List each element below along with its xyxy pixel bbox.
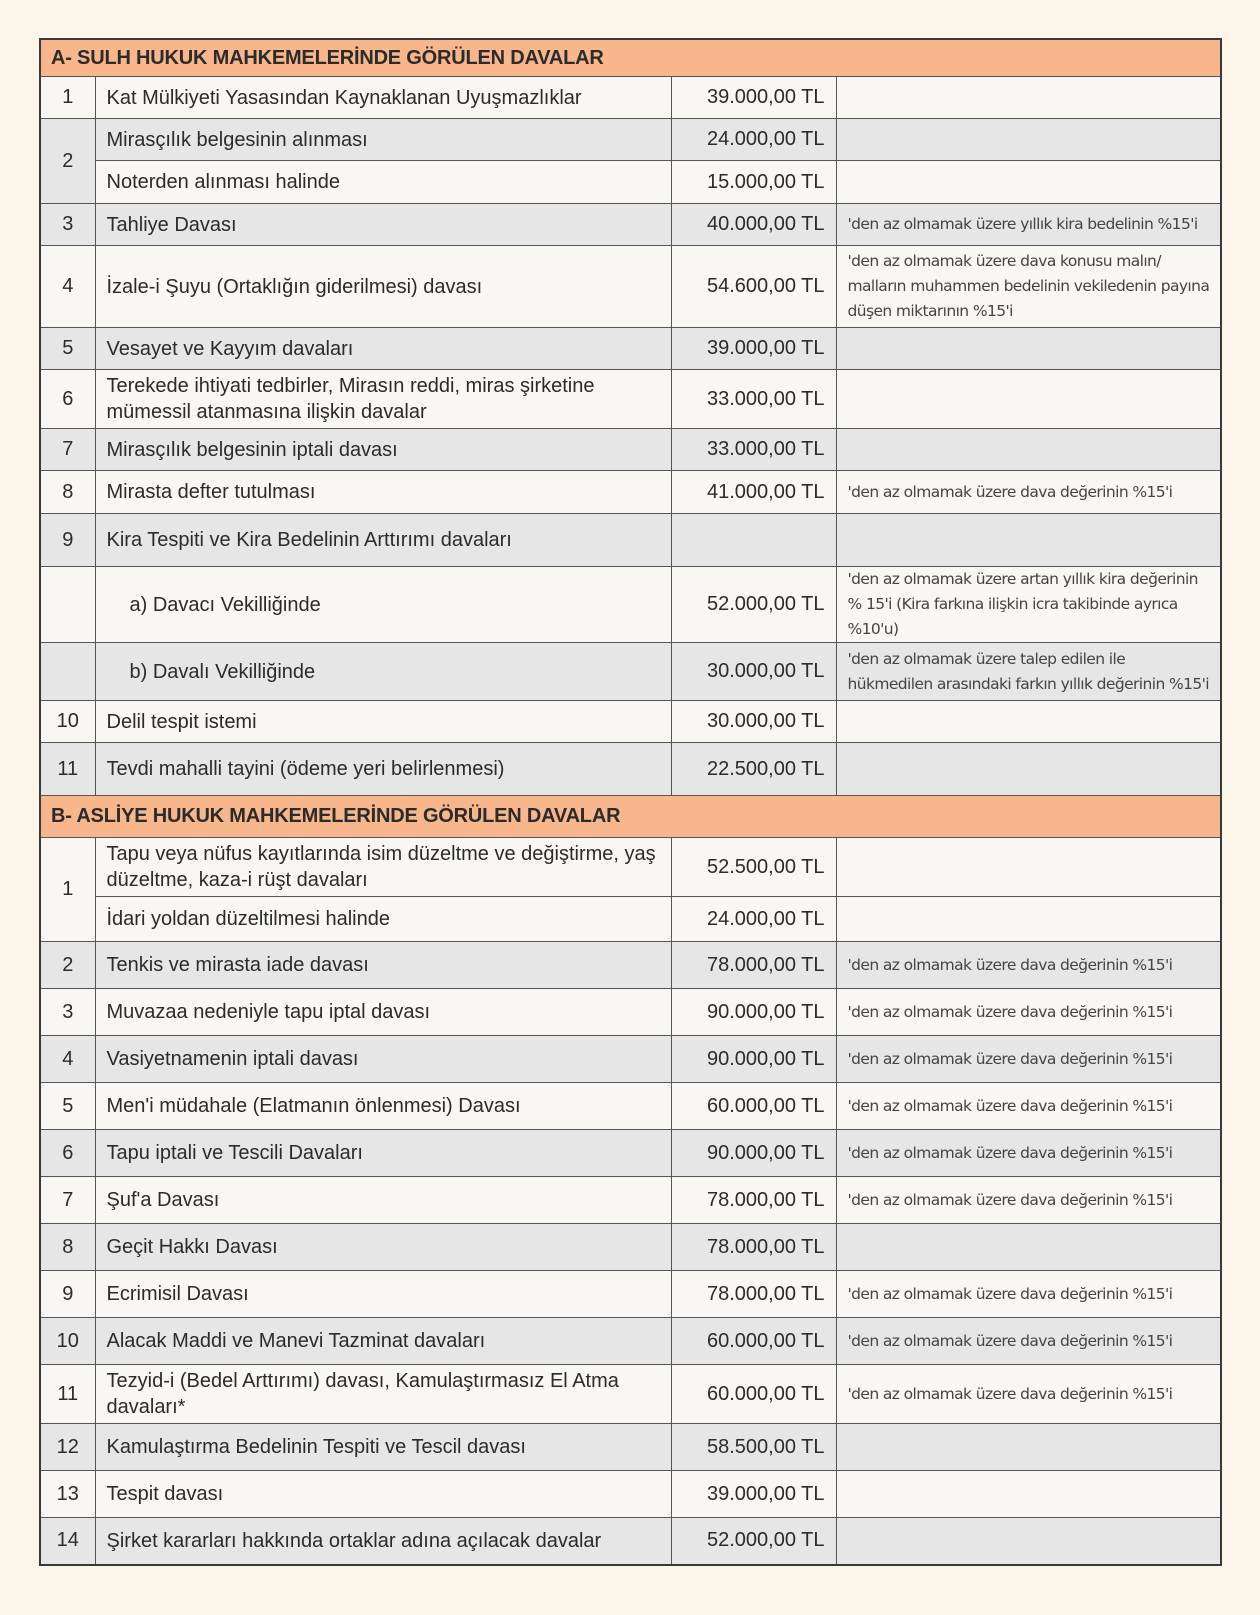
row-fee: 39.000,00 TL bbox=[671, 1471, 836, 1518]
row-description: Men'i müdahale (Elatmanın önlenmesi) Davası bbox=[95, 1083, 671, 1130]
row-number: 3 bbox=[40, 989, 95, 1036]
row-fee bbox=[671, 514, 836, 567]
row-fee: 30.000,00 TL bbox=[671, 643, 836, 701]
table-row bbox=[40, 743, 1221, 796]
row-fee: 41.000,00 TL bbox=[671, 471, 836, 514]
row-description: İdari yoldan düzeltilmesi halinde bbox=[95, 897, 671, 942]
row-note: 'den az olmamak üzere dava değerinin %15'i bbox=[836, 942, 1221, 989]
row-description: Kira Tespiti ve Kira Bedelinin Arttırımı davaları bbox=[95, 514, 671, 567]
row-note: 'den az olmamak üzere dava değerinin %15'i bbox=[836, 1130, 1221, 1177]
row-fee: 90.000,00 TL bbox=[671, 1036, 836, 1083]
row-note bbox=[836, 1471, 1221, 1518]
row-note: 'den az olmamak üzere dava değerinin %15'i bbox=[836, 471, 1221, 514]
row-fee: 24.000,00 TL bbox=[671, 119, 836, 161]
row-number: 8 bbox=[40, 1224, 95, 1271]
row-fee: 52.500,00 TL bbox=[671, 838, 836, 897]
row-note: 'den az olmamak üzere dava değerinin %15'i bbox=[836, 1083, 1221, 1130]
row-fee: 78.000,00 TL bbox=[671, 1271, 836, 1318]
row-fee: 60.000,00 TL bbox=[671, 1318, 836, 1365]
row-fee: 60.000,00 TL bbox=[671, 1083, 836, 1130]
row-note: 'den az olmamak üzere dava değerinin %15'i bbox=[836, 1177, 1221, 1224]
fee-table bbox=[39, 38, 1222, 1566]
table-row bbox=[40, 1177, 1221, 1224]
row-number: 7 bbox=[40, 429, 95, 471]
row-note bbox=[836, 838, 1221, 897]
row-note: 'den az olmamak üzere dava değerinin %15'i bbox=[836, 1271, 1221, 1318]
row-fee: 39.000,00 TL bbox=[671, 328, 836, 370]
row-note: 'den az olmamak üzere artan yıllık kira değerinin % 15'i (Kira farkına ilişkin icra takibinde ayrıca %10'u) bbox=[836, 567, 1221, 643]
row-number bbox=[40, 643, 95, 701]
row-number: 13 bbox=[40, 1471, 95, 1518]
row-description: İzale-i Şuyu (Ortaklığın giderilmesi) davası bbox=[95, 246, 671, 328]
row-note: 'den az olmamak üzere dava değerinin %15'i bbox=[836, 1365, 1221, 1424]
row-description: Tevdi mahalli tayini (ödeme yeri belirlenmesi) bbox=[95, 743, 671, 796]
row-description: Geçit Hakkı Davası bbox=[95, 1224, 671, 1271]
row-description: Mirasta defter tutulması bbox=[95, 471, 671, 514]
table-row bbox=[40, 1365, 1221, 1424]
row-description: Vesayet ve Kayyım davaları bbox=[95, 328, 671, 370]
section-a-title: A- SULH HUKUK MAHKEMELERİNDE GÖRÜLEN DAVALAR bbox=[40, 39, 1221, 77]
row-fee: 60.000,00 TL bbox=[671, 1365, 836, 1424]
row-number bbox=[40, 567, 95, 643]
row-fee: 39.000,00 TL bbox=[671, 77, 836, 119]
row-number: 9 bbox=[40, 1271, 95, 1318]
row-fee: 24.000,00 TL bbox=[671, 897, 836, 942]
row-description: Kamulaştırma Bedelinin Tespiti ve Tescil davası bbox=[95, 1424, 671, 1471]
row-description: Şirket kararları hakkında ortaklar adına açılacak davalar bbox=[95, 1518, 671, 1565]
table-row bbox=[40, 1424, 1221, 1471]
row-fee: 33.000,00 TL bbox=[671, 370, 836, 429]
row-note: 'den az olmamak üzere dava değerinin %15'i bbox=[836, 1036, 1221, 1083]
row-number: 4 bbox=[40, 246, 95, 328]
row-description: b) Davalı Vekilliğinde bbox=[95, 643, 671, 701]
row-number: 11 bbox=[40, 1365, 95, 1424]
row-description: Kat Mülkiyeti Yasasından Kaynaklanan Uyuşmazlıklar bbox=[95, 77, 671, 119]
row-fee: 40.000,00 TL bbox=[671, 204, 836, 246]
row-number: 5 bbox=[40, 1083, 95, 1130]
row-number: 4 bbox=[40, 1036, 95, 1083]
row-description: a) Davacı Vekilliğinde bbox=[95, 567, 671, 643]
row-number: 2 bbox=[40, 942, 95, 989]
row-number: 5 bbox=[40, 328, 95, 370]
row-note bbox=[836, 77, 1221, 119]
row-note bbox=[836, 429, 1221, 471]
row-description: Tapu veya nüfus kayıtlarında isim düzeltme ve değiştirme, yaş düzeltme, kaza-i rüşt davaları bbox=[95, 838, 671, 897]
table-row bbox=[40, 328, 1221, 370]
row-number: 2 bbox=[40, 119, 95, 204]
row-number: 1 bbox=[40, 77, 95, 119]
table-row bbox=[40, 643, 1221, 701]
row-description: Tezyid-i (Bedel Arttırımı) davası, Kamulaştırmasız El Atma davaları* bbox=[95, 1365, 671, 1424]
table-row bbox=[40, 567, 1221, 643]
table-row bbox=[40, 370, 1221, 429]
row-note bbox=[836, 119, 1221, 161]
row-note bbox=[836, 161, 1221, 204]
table-row bbox=[40, 1224, 1221, 1271]
row-fee: 30.000,00 TL bbox=[671, 701, 836, 743]
row-note: 'den az olmamak üzere dava konusu malın/ malların muhammen bedelinin vekiledenin payına düşen miktarının %15'i bbox=[836, 246, 1221, 328]
row-description: Muvazaa nedeniyle tapu iptal davası bbox=[95, 989, 671, 1036]
row-note: 'den az olmamak üzere dava değerinin %15'i bbox=[836, 1318, 1221, 1365]
table-row bbox=[40, 701, 1221, 743]
table-row bbox=[40, 1471, 1221, 1518]
row-description: Tapu iptali ve Tescili Davaları bbox=[95, 1130, 671, 1177]
table-row bbox=[40, 1083, 1221, 1130]
row-fee: 52.000,00 TL bbox=[671, 567, 836, 643]
section-b-title: B- ASLİYE HUKUK MAHKEMELERİNDE GÖRÜLEN DAVALAR bbox=[40, 796, 1221, 838]
row-fee: 33.000,00 TL bbox=[671, 429, 836, 471]
row-number: 12 bbox=[40, 1424, 95, 1471]
row-number: 8 bbox=[40, 471, 95, 514]
table-row bbox=[40, 897, 1221, 942]
row-number: 6 bbox=[40, 370, 95, 429]
table-row bbox=[40, 1518, 1221, 1565]
row-description: Vasiyetnamenin iptali davası bbox=[95, 1036, 671, 1083]
table-row bbox=[40, 838, 1221, 897]
row-description: Tespit davası bbox=[95, 1471, 671, 1518]
row-note bbox=[836, 1224, 1221, 1271]
table-row bbox=[40, 204, 1221, 246]
table-row bbox=[40, 429, 1221, 471]
row-number: 7 bbox=[40, 1177, 95, 1224]
row-number: 14 bbox=[40, 1518, 95, 1565]
row-number: 9 bbox=[40, 514, 95, 567]
row-number: 10 bbox=[40, 1318, 95, 1365]
table-row bbox=[40, 989, 1221, 1036]
row-description: Tahliye Davası bbox=[95, 204, 671, 246]
row-number: 10 bbox=[40, 701, 95, 743]
row-description: Delil tespit istemi bbox=[95, 701, 671, 743]
table-row bbox=[40, 1036, 1221, 1083]
row-note bbox=[836, 897, 1221, 942]
row-note bbox=[836, 1518, 1221, 1565]
row-description: Noterden alınması halinde bbox=[95, 161, 671, 204]
row-note: 'den az olmamak üzere dava değerinin %15'i bbox=[836, 989, 1221, 1036]
row-fee: 58.500,00 TL bbox=[671, 1424, 836, 1471]
table-row bbox=[40, 161, 1221, 204]
table-row bbox=[40, 246, 1221, 328]
row-fee: 54.600,00 TL bbox=[671, 246, 836, 328]
table-row bbox=[40, 471, 1221, 514]
row-note: 'den az olmamak üzere talep edilen ile hükmedilen arasındaki farkın yıllık değerinin %15'i bbox=[836, 643, 1221, 701]
row-fee: 15.000,00 TL bbox=[671, 161, 836, 204]
row-description: Mirasçılık belgesinin iptali davası bbox=[95, 429, 671, 471]
row-description: Terekede ihtiyati tedbirler, Mirasın reddi, miras şirketine mümessil atanmasına ilişkin davalar bbox=[95, 370, 671, 429]
row-number: 6 bbox=[40, 1130, 95, 1177]
row-note bbox=[836, 514, 1221, 567]
section-a-header bbox=[40, 39, 1221, 77]
row-description: Mirasçılık belgesinin alınması bbox=[95, 119, 671, 161]
row-fee: 78.000,00 TL bbox=[671, 1224, 836, 1271]
row-number: 1 bbox=[40, 838, 95, 942]
row-note: 'den az olmamak üzere yıllık kira bedelinin %15'i bbox=[836, 204, 1221, 246]
row-note bbox=[836, 701, 1221, 743]
row-fee: 78.000,00 TL bbox=[671, 1177, 836, 1224]
table-row bbox=[40, 1271, 1221, 1318]
row-number: 11 bbox=[40, 743, 95, 796]
row-fee: 90.000,00 TL bbox=[671, 1130, 836, 1177]
row-note bbox=[836, 1424, 1221, 1471]
table-row bbox=[40, 1318, 1221, 1365]
row-note bbox=[836, 370, 1221, 429]
table-row bbox=[40, 119, 1221, 161]
row-fee: 90.000,00 TL bbox=[671, 989, 836, 1036]
row-description: Ecrimisil Davası bbox=[95, 1271, 671, 1318]
row-fee: 78.000,00 TL bbox=[671, 942, 836, 989]
section-b-header bbox=[40, 796, 1221, 838]
table-row bbox=[40, 1130, 1221, 1177]
row-description: Alacak Maddi ve Manevi Tazminat davaları bbox=[95, 1318, 671, 1365]
row-fee: 22.500,00 TL bbox=[671, 743, 836, 796]
row-description: Şuf'a Davası bbox=[95, 1177, 671, 1224]
table-row bbox=[40, 514, 1221, 567]
row-note bbox=[836, 328, 1221, 370]
row-note bbox=[836, 743, 1221, 796]
table-row bbox=[40, 77, 1221, 119]
row-number: 3 bbox=[40, 204, 95, 246]
row-fee: 52.000,00 TL bbox=[671, 1518, 836, 1565]
row-description: Tenkis ve mirasta iade davası bbox=[95, 942, 671, 989]
table-row bbox=[40, 942, 1221, 989]
